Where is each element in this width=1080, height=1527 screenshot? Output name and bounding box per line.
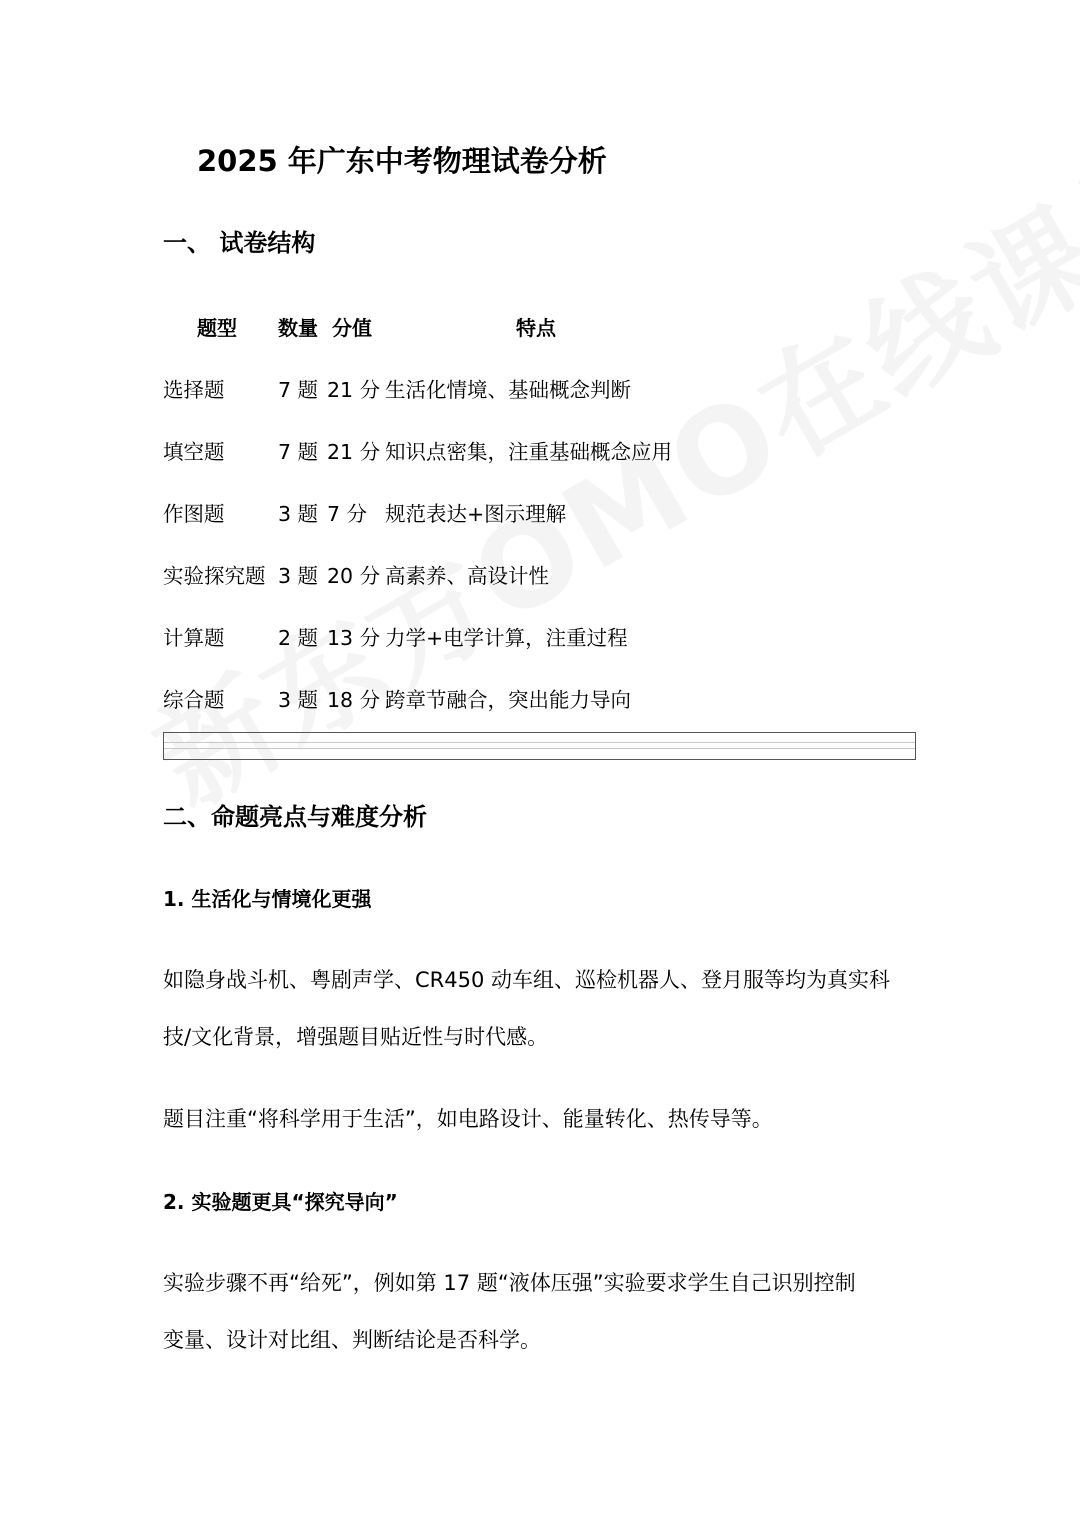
table-cell-type: 计算题 xyxy=(163,626,225,650)
table-cell-type: 实验探究题 xyxy=(163,564,266,588)
section-2-heading: 二、命题亮点与难度分析 xyxy=(163,803,427,831)
table-cell-score: 21 分 xyxy=(327,440,381,464)
subsection-1-heading: 1. 生活化与情境化更强 xyxy=(163,887,372,911)
table-cell-count: 3 题 xyxy=(278,688,319,712)
table-cell-score: 7 分 xyxy=(327,502,368,526)
paragraph-line: 实验步骤不再“给死”，例如第 17 题“液体压强”实验要求学生自己识别控制 xyxy=(163,1271,856,1295)
paragraph-line: 技/文化背景，增强题目贴近性与时代感。 xyxy=(163,1025,549,1049)
table-cell-type: 选择题 xyxy=(163,378,225,402)
table-cell-score: 21 分 xyxy=(327,378,381,402)
subsection-2-heading: 2. 实验题更具“探究导向” xyxy=(163,1190,398,1214)
table-cell-score: 20 分 xyxy=(327,564,381,588)
table-cell-feature: 力学+电学计算，注重过程 xyxy=(385,626,628,650)
paragraph-line: 变量、设计对比组、判断结论是否科学。 xyxy=(163,1328,541,1352)
horizontal-divider xyxy=(163,732,916,760)
paragraph: 题目注重“将科学用于生活”，如电路设计、能量转化、热传导等。 xyxy=(163,1107,773,1131)
divider-line xyxy=(164,742,915,743)
section-1-heading: 一、 试卷结构 xyxy=(163,229,316,257)
table-cell-count: 7 题 xyxy=(278,378,319,402)
table-cell-type: 综合题 xyxy=(163,688,225,712)
table-cell-count: 2 题 xyxy=(278,626,319,650)
table-header-type: 题型 xyxy=(197,316,237,340)
paragraph-line: 如隐身战斗机、粤剧声学、CR450 动车组、巡检机器人、登月服等均为真实科 xyxy=(163,968,891,992)
watermark xyxy=(120,98,1080,837)
table-cell-feature: 高素养、高设计性 xyxy=(385,564,549,588)
table-cell-type: 填空题 xyxy=(163,440,225,464)
table-cell-feature: 知识点密集，注重基础概念应用 xyxy=(385,440,672,464)
table-cell-score: 18 分 xyxy=(327,688,381,712)
table-header-count: 数量 xyxy=(278,316,318,340)
table-cell-count: 3 题 xyxy=(278,502,319,526)
divider-line xyxy=(164,748,915,749)
table-header-score: 分值 xyxy=(332,316,372,340)
table-cell-feature: 生活化情境、基础概念判断 xyxy=(385,378,631,402)
table-cell-score: 13 分 xyxy=(327,626,381,650)
table-cell-count: 7 题 xyxy=(278,440,319,464)
table-cell-feature: 规范表达+图示理解 xyxy=(385,502,567,526)
table-cell-feature: 跨章节融合，突出能力导向 xyxy=(385,688,631,712)
table-cell-type: 作图题 xyxy=(163,502,225,526)
table-cell-count: 3 题 xyxy=(278,564,319,588)
page-title: 2025 年广东中考物理试卷分析 xyxy=(197,144,607,178)
table-header-feature: 特点 xyxy=(516,316,556,340)
